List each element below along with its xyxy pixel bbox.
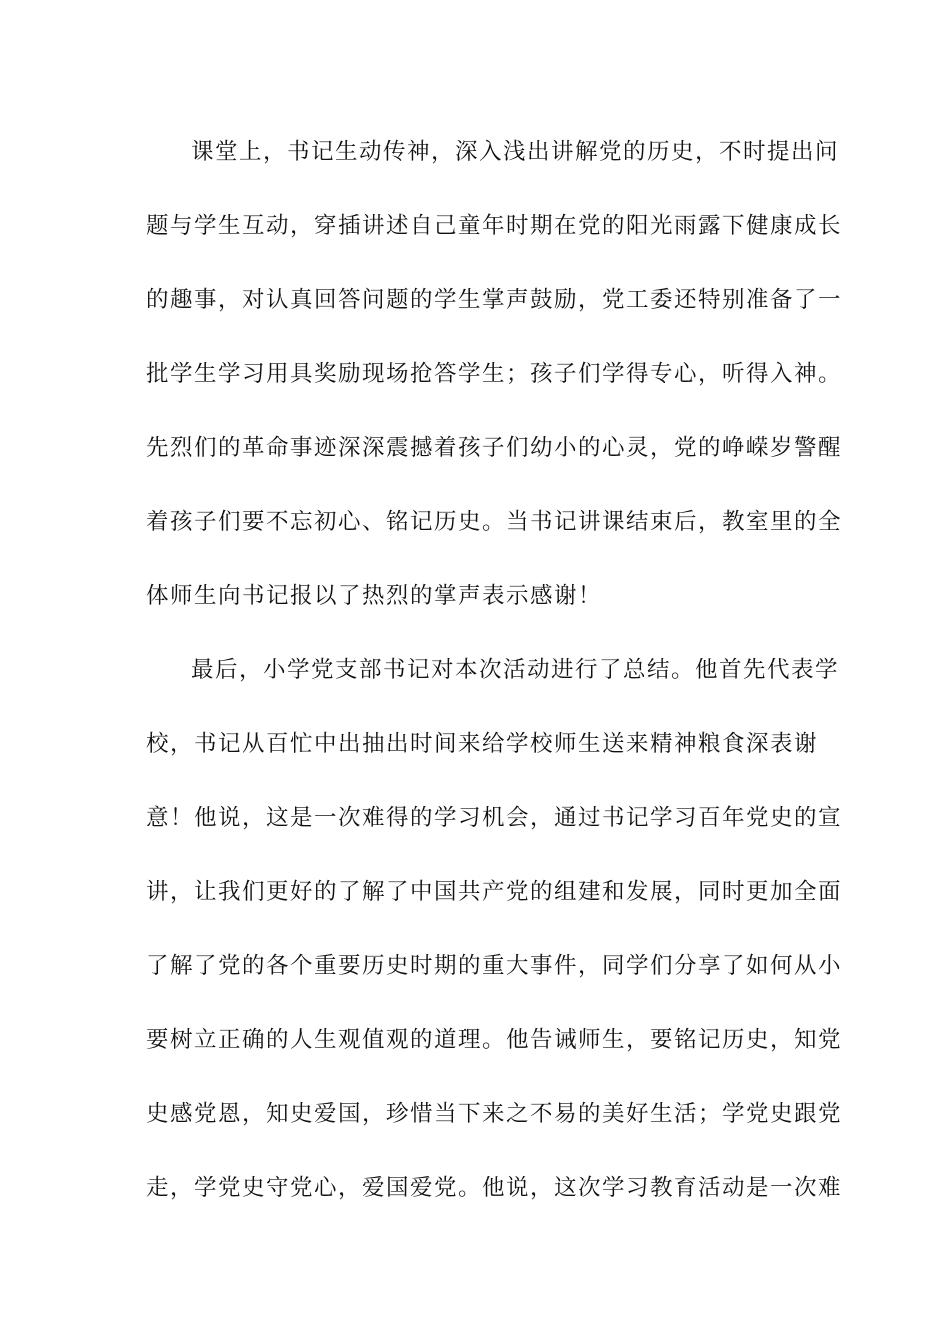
paragraph-1-line-4: 批学生学习用具奖励现场抢答学生；孩子们学得专心，听得入神。 [146, 361, 843, 387]
paragraph-2-line-1: 最后，小学党支部书记对本次活动进行了总结。他首先代表学 [191, 657, 840, 683]
paragraph-1-line-1: 课堂上，书记生动传神，深入浅出讲解党的历史，不时提出问 [191, 139, 840, 165]
paragraph-2-line-5: 了解了党的各个重要历史时期的重大事件，同学们分享了如何从小 [146, 953, 843, 979]
paragraph-1-line-3: 的趣事，对认真回答问题的学生掌声鼓励，党工委还特别准备了一 [146, 287, 843, 313]
paragraph-2-line-4: 讲，让我们更好的了解了中国共产党的组建和发展，同时更加全面 [146, 879, 843, 905]
paragraph-2-line-7: 史感党恩，知史爱国，珍惜当下来之不易的美好生活；学党史跟党 [146, 1101, 843, 1127]
paragraph-1-line-2: 题与学生互动，穿插讲述自己童年时期在党的阳光雨露下健康成长 [146, 213, 843, 239]
paragraph-1-line-7: 体师生向书记报以了热烈的掌声表示感谢！ [146, 583, 603, 609]
paragraph-1-line-6: 着孩子们要不忘初心、铭记历史。当书记讲课结束后，教室里的全 [146, 509, 843, 535]
paragraph-1-line-5: 先烈们的革命事迹深深震撼着孩子们幼小的心灵，党的峥嵘岁警醒 [146, 435, 843, 461]
paragraph-2-line-6: 要树立正确的人生观值观的道理。他告诫师生，要铭记历史，知党 [146, 1027, 843, 1053]
paragraph-2-line-3: 意！他说，这是一次难得的学习机会，通过书记学习百年党史的宣 [146, 805, 843, 831]
paragraph-2-line-8: 走，学党史守党心，爱国爱党。他说，这次学习教育活动是一次难 [146, 1175, 843, 1201]
paragraph-2-line-2: 校，书记从百忙中出抽出时间来给学校师生送来精神粮食深表谢 [146, 731, 819, 757]
